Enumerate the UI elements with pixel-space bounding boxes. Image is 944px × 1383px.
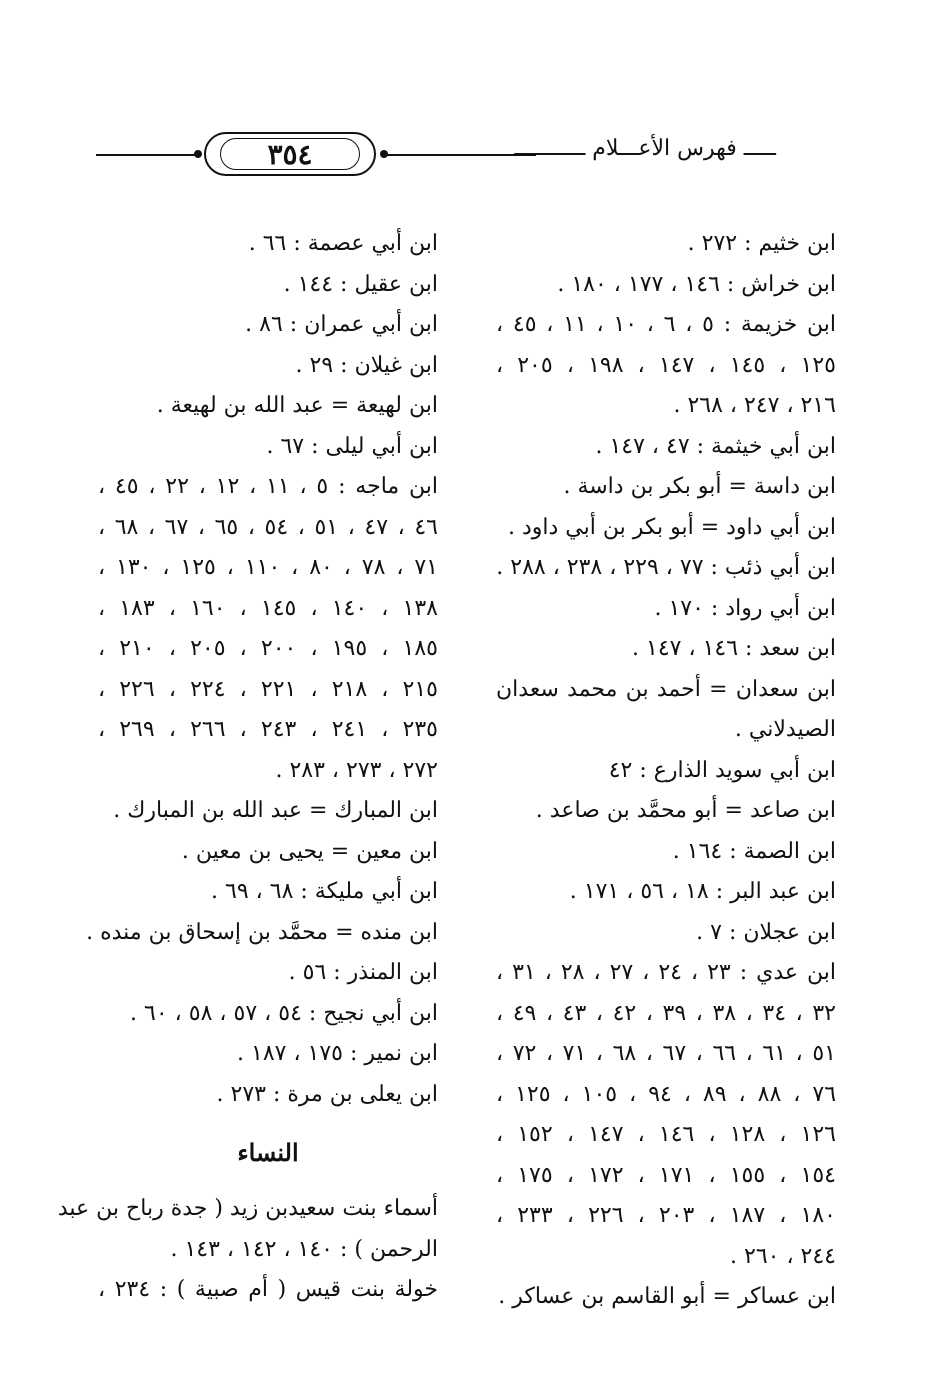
page-number-badge <box>204 132 376 176</box>
index-entry-line: ٢٧٢ ، ٢٧٣ ، ٢٨٣ . <box>275 757 438 783</box>
index-entry-line: ابن أبي نجيح : ٥٤ ، ٥٧ ، ٥٨ ، ٦٠ . <box>130 1000 438 1026</box>
header-rule-left <box>96 154 196 156</box>
index-entry-line: خولة بنت قيس ( أم صبية ) : ٢٣٤ ، <box>98 1277 439 1302</box>
running-title: ـــــ فهرس الأعـــلام ـــــــــــ <box>514 136 776 161</box>
index-entry-line: ابن أبي عمران : ٨٦ . <box>245 312 438 337</box>
index-entry-line: أسماء بنت سعيدبن زيد ( جدة رباح بن عبد <box>57 1196 438 1221</box>
index-entry-line: ابن عقيل : ١٤٤ . <box>283 271 438 297</box>
index-entry-line: ابن عدي : ٢٣ ، ٢٤ ، ٢٧ ، ٢٨ ، ٣١ ، <box>496 960 837 985</box>
index-entry-line: ٤٦ ، ٤٧ ، ٥١ ، ٥٤ ، ٦٥ ، ٦٧ ، ٦٨ ، <box>98 514 438 540</box>
index-entry-line: ابن أبي سويد الذارع : ٤٢ <box>608 757 836 783</box>
index-entry-line: ٢٤٤ ، ٢٦٠ . <box>730 1243 836 1269</box>
index-entry-line: ابن خراش : ١٤٦ ، ١٧٧ ، ١٨٠ . <box>557 271 836 297</box>
index-entry-line: ابن خزيمة : ٥ ، ٦ ، ١٠ ، ١١ ، ٤٥ ، <box>496 312 837 337</box>
header-dot-left <box>194 150 202 158</box>
index-entry-line: ٣٢ ، ٣٤ ، ٣٨ ، ٣٩ ، ٤٢ ، ٤٣ ، ٤٩ ، <box>496 1000 836 1026</box>
index-entry-line: ١٨٥ ، ١٩٥ ، ٢٠٠ ، ٢٠٥ ، ٢١٠ ، <box>98 636 438 661</box>
index-entry-line: ٥١ ، ٦١ ، ٦٦ ، ٦٧ ، ٦٨ ، ٧١ ، ٧٢ ، <box>496 1041 836 1066</box>
index-entry-line: ٧١ ، ٧٨ ، ٨٠ ، ١١٠ ، ١٢٥ ، ١٣٠ ، <box>98 555 438 580</box>
index-entry-line: ابن الصمة : ١٦٤ . <box>672 838 836 864</box>
index-entry-line: ابن أبي عصمة : ٦٦ . <box>248 231 438 256</box>
index-entry-line: ١٨٠ ، ١٨٧ ، ٢٠٣ ، ٢٢٦ ، ٢٣٣ ، <box>496 1203 836 1228</box>
index-entry-line: ابن يعلى بن مرة : ٢٧٣ . <box>216 1081 438 1107</box>
index-entry-line: ١٢٦ ، ١٢٨ ، ١٤٦ ، ١٤٧ ، ١٥٢ ، <box>496 1122 836 1147</box>
index-entry-line: ابن داسة = أبو بكر بن داسة . <box>563 474 836 499</box>
index-entry-line: ابن المبارك = عبد الله بن المبارك . <box>113 798 438 823</box>
index-entry-line: ابن المنذر : ٥٦ . <box>288 960 438 985</box>
index-entry-line: الرحمن ) : ١٤٠ ، ١٤٢ ، ١٤٣ . <box>170 1236 438 1262</box>
index-entry-line: ابن صاعد = أبو محمَّد بن صاعد . <box>535 798 836 823</box>
index-entry-line: ابن ماجه : ٥ ، ١١ ، ١٢ ، ٢٢ ، ٤٥ ، <box>98 474 438 499</box>
index-entry-line: ابن منده = محمَّد بن إسحاق بن منده . <box>86 919 438 945</box>
index-entry-line: ١٥٤ ، ١٥٥ ، ١٧١ ، ١٧٢ ، ١٧٥ ، <box>496 1162 836 1188</box>
index-entry-line: ابن أبي ذئب : ٧٧ ، ٢٢٩ ، ٢٣٨ ، ٢٨٨ . <box>496 555 836 580</box>
index-entry-line: ٢١٥ ، ٢١٨ ، ٢٢١ ، ٢٢٤ ، ٢٢٦ ، <box>98 676 438 702</box>
index-entry-line: ابن معين = يحيى بن معين . <box>181 838 438 864</box>
index-entry-line: ابن عجلان : ٧ . <box>696 919 836 945</box>
index-entry-line: ابن أبي خيثمة : ٤٧ ، ١٤٧ . <box>595 433 836 459</box>
index-entry-line: الصيدلاني . <box>734 717 836 742</box>
index-column-right <box>496 224 836 1318</box>
index-entry-line: ٢١٦ ، ٢٤٧ ، ٢٦٨ . <box>673 393 836 418</box>
page-header <box>96 126 836 186</box>
index-entry-line: ٢٣٥ ، ٢٤١ ، ٢٤٣ ، ٢٦٦ ، ٢٦٩ ، <box>98 717 438 742</box>
index-entry-line: ابن أبي ليلى : ٦٧ . <box>266 433 438 459</box>
page-number: ٣٥٤ <box>267 137 313 171</box>
index-entry-line: ابن غيلان : ٢٩ . <box>295 352 438 378</box>
index-entry-line: ابن لهيعة = عبد الله بن لهيعة . <box>156 393 438 418</box>
index-entry-line: ٧٦ ، ٨٨ ، ٨٩ ، ٩٤ ، ١٠٥ ، ١٢٥ ، <box>496 1081 837 1107</box>
section-heading: النساء <box>237 1138 299 1167</box>
index-entry-line: ابن أبي مليكة : ٦٨ ، ٦٩ . <box>211 879 438 904</box>
index-column-left <box>57 224 439 1311</box>
index-entry-line: ابن سعد : ١٤٦ ، ١٤٧ . <box>632 636 836 661</box>
index-entry-line: ابن أبي رواد : ١٧٠ . <box>654 595 836 621</box>
index-entry-line: ابن أبي داود = أبو بكر بن أبي داود . <box>507 514 836 540</box>
index-entry-line: ابن نمير : ١٧٥ ، ١٨٧ . <box>237 1041 438 1066</box>
index-entry-line: ابن عبد البر : ١٨ ، ٥٦ ، ١٧١ . <box>569 879 836 904</box>
index-entry-line: ١٣٨ ، ١٤٠ ، ١٤٥ ، ١٦٠ ، ١٨٣ ، <box>98 595 438 621</box>
index-entry-line: ١٢٥ ، ١٤٥ ، ١٤٧ ، ١٩٨ ، ٢٠٥ ، <box>496 352 836 378</box>
index-entry-line: ابن خثيم : ٢٧٢ . <box>687 231 836 256</box>
index-entry-line: ابن سعدان = أحمد بن محمد سعدان <box>496 676 836 702</box>
index-entry-line: ابن عساكر = أبو القاسم بن عساكر . <box>498 1284 836 1309</box>
